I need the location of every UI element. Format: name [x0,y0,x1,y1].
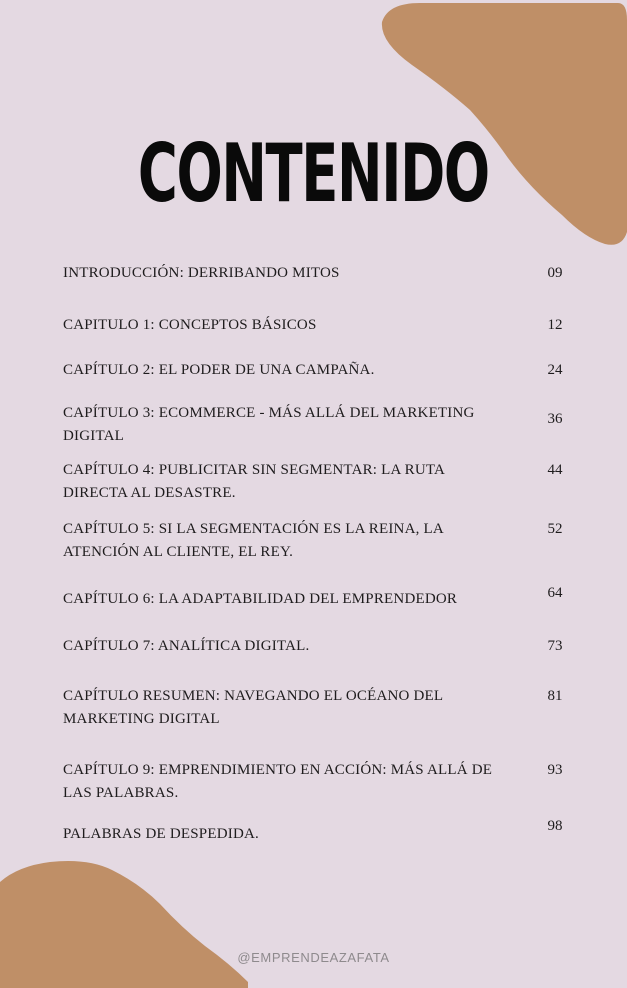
footer-handle: @EMPRENDEAZAFATA [237,950,390,965]
toc-entry-page: 36 [547,411,563,427]
toc-entry-title: INTRODUCCIÓN: DERRIBANDO MITOS [63,265,340,281]
toc-entry-title: CAPÍTULO 6: LA ADAPTABILIDAD DEL EMPRENDEDOR [63,591,458,607]
toc-entry-page: 44 [547,462,563,478]
page-title: CONTENIDO [137,127,489,220]
toc-entry-page: 98 [547,818,563,834]
toc-entry-title: CAPÍTULO 7: ANALÍTICA DIGITAL. [63,638,310,654]
toc-entry-title: PALABRAS DE DESPEDIDA. [63,826,259,842]
toc-entry-title: CAPÍTULO 5: SI LA SEGMENTACIÓN ES LA REINA, LA ATENCIÓN AL CLIENTE, EL REY. [63,521,444,560]
toc-entry-title: CAPÍTULO 9: EMPRENDIMIENTO EN ACCIÓN: MÁS ALLÁ DE LAS PALABRAS. [63,762,493,801]
toc-entry-page: 81 [547,688,563,704]
toc-entry-title: CAPÍTULO 4: PUBLICITAR SIN SEGMENTAR: LA RUTA DIRECTA AL DESASTRE. [63,462,445,501]
toc-entry-title: CAPÍTULO RESUMEN: NAVEGANDO EL OCÉANO DEL MARKETING DIGITAL [63,688,443,727]
toc-entry-page: 52 [547,521,563,537]
toc-entry-page: 64 [547,585,563,601]
toc-entry-page: 24 [547,362,563,378]
blob-bottom-left-shape [0,861,248,988]
toc-entry-page: 73 [547,638,563,654]
toc-entry-title: CAPITULO 1: CONCEPTOS BÁSICOS [63,317,317,333]
toc-entry-title: CAPÍTULO 3: ECOMMERCE - MÁS ALLÁ DEL MARKETING DIGITAL [63,405,475,444]
toc-entry-page: 93 [547,762,563,778]
toc-entry-page: 09 [547,265,563,281]
toc-entry-title: CAPÍTULO 2: EL PODER DE UNA CAMPAÑA. [63,362,375,378]
toc-entry-page: 12 [547,317,563,333]
